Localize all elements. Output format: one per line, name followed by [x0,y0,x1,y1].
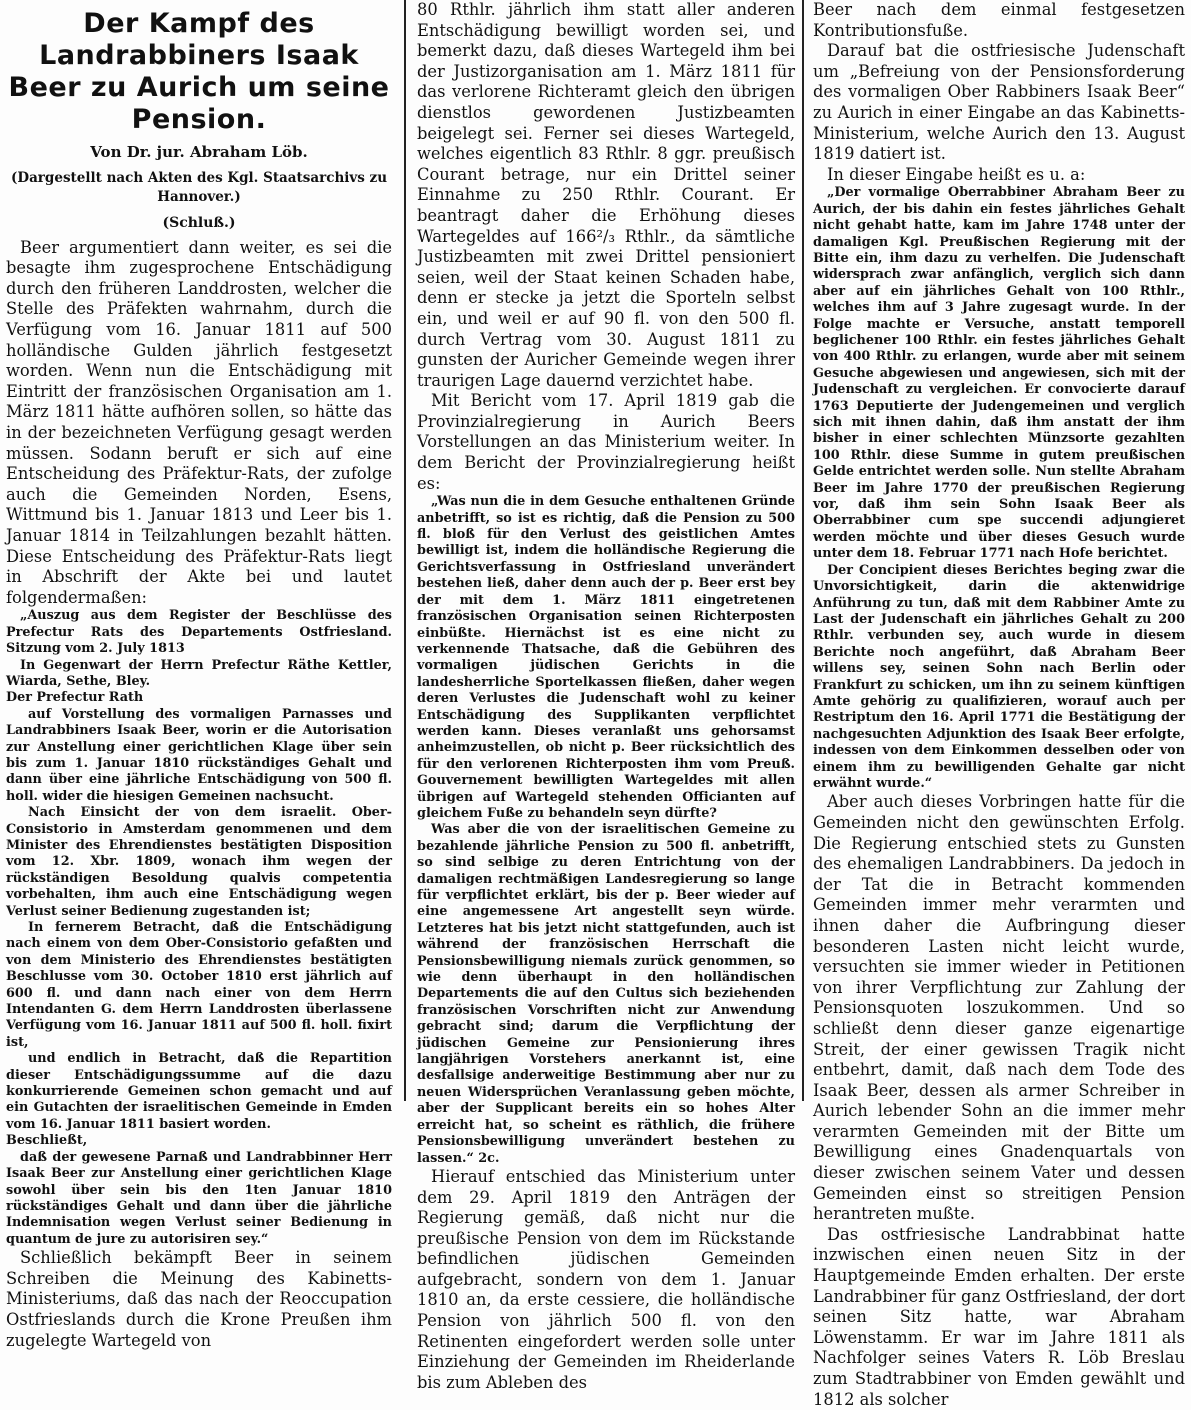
quote-paragraph: „Der vormalige Oberrabbiner Abraham Beer zu Aurich, der bis dahin ein festes jährliches Gehalt nicht gehabt hatte, kam im Jahre 1748 unter der damaligen Kgl. Preußischen Regierung mit der Bitte ein, ihm dazu zu verhelfen. Die Judenschaft widersprach zwar anfänglich, verglich sich dann aber auf ein jährliches Gehalt von 100 Rthlr., welches ihm auf 3 Jahre zugesagt wurde. In der Folge machte er Versuche, anstatt temporell beglichener 100 Rthlr. ein festes jährliches Gehalt von 400 Rthlr. zu erlangen, wurde aber mit seinem Gesuche abgewiesen und angewiesen, sich mit der Judenschaft zu vergleichen. Er convocierte darauf 1763 Deputierte der Judengemeinen und verglich sich mit ihnen dahin, daß ihm anstatt der ihm bisher in einer schlechten Münzsorte gezahlten 100 Rthlr. diese Summe in gutem preußischen Gelde entrichtet werden solle. Nun stellte Abraham Beer im Jahre 1770 der preußischen Regierung vor, daß ihm sein Sohn Isaak Beer als Oberrabbiner cum spe succendi adjungieret werden möchte und über dieses Gesuch wurde unter dem 18. Februar 1771 nach Hofe berichtet. [813,185,1185,562]
article-byline: Von Dr. jur. Abraham Löb. [90,143,308,161]
quote-paragraph: daß der gewesene Parnaß und Landrabbinner Herr Isaak Beer zur Anstellung einer gerichtlichen Klage sowohl über sein bis den 1ten Januar 1810 rückständiges Gehalt und dann über die jährliche Indemnisation wegen Verlust seiner Bedienung in quantum de jure zu autorisiren sey.“ [6,1149,392,1247]
paragraph: Hierauf entschied das Ministerium unter dem 29. April 1819 den Anträgen der Regierung gemäß, daß nicht nur die preußische Pension von dem im Rückstande befindlichen jüdischen Gemeinden aufgebracht, sondern von dem 1. Januar 1810 an, da erste cessiere, die holländische Pension von jährlich 500 fl. von den Retinenten eingefordert werden solle unter Einziehung der Gemeinden im Rheiderlande bis zum Ableben des [417,1166,795,1392]
article-title: Der Kampf des Landrabbiners Isaak Beer zu Aurich um seine Pension. [8,8,390,135]
quote-paragraph: Der Prefectur Rath [6,690,144,706]
paragraph: Mit Bericht vom 17. April 1819 gab die Provinzialregierung in Aurich Beers Vorstellungen an das Ministerium weiter. In dem Bericht der Provinzialregierung heißt es: [417,391,795,493]
quotation [417,494,795,1167]
quote-paragraph: auf Vorstellung des vormaligen Parnasses und Landrabbiners Isaak Beer, worin er die Autorisation zur Anstellung einer gerichtlichen Klage über sein bis zum 1. Januar 1810 rückständiges Gehalt und dann über eine jährliche Entschädigung von 500 fl. holl. wider die hiesigen Gemeinen nachsucht. [6,706,392,804]
quotation [813,185,1185,792]
column-2 [417,0,795,1392]
paragraph: In dieser Eingabe heißt es u. a: [827,164,1086,184]
quote-paragraph: In Gegenwart der Herrn Prefectur Räthe Kettler, Wiarda, Sethe, Bley. [6,657,392,689]
quote-paragraph: Der Concipient dieses Berichtes beging zwar die Unvorsichtigkeit, darin die aktenwidrige Anführung zu tun, daß mit dem Rabbiner Amte zu Last der Judenschaft ein jährliches Gehalt zu 200 Rthlr. verbunden sey, auch wurde in diesem Berichte noch angeführt, daß Abraham Beer willens sey, seinen Sohn nach Berlin oder Frankfurt zu schicken, um ihn zu seinem künftigen Amte gehörig zu qualifizieren, worauf auch per Restriptum den 16. April 1771 die Bestätigung der nachgesuchten Adjunktion des Isaak Beer erfolgte, indessen von dem Einkommen desselben oder von einem ihm zu bewilligenden Gehalte gar nicht erwähnt wurde.“ [813,562,1185,791]
quote-paragraph: „Was nun die in dem Gesuche enthaltenen Gründe anbetrifft, so ist es richtig, daß die Pension zu 500 fl. bloß für den Verlust des geistlichen Amtes bewilligt ist, indem die holländische Regierung die Gerichtsverfassung in Ostfriesland unverändert bestehen ließ, daher denn auch der p. Beer erst bey der mit dem 1. März 1811 eingetretenen französischen Organisation seinen Richterposten einbüßte. Hiernächst ist es eine nicht zu verkennende Thatsache, daß die Gebühren des vormaligen jüdischen Gerichts in die landesherrliche Sportelkassen fließen, daher wegen deren Verlustes die Judenschaft wohl zu keiner Entschädigung des Supplikanten verpflichtet werden kann. Dieses veranlaßt uns gehorsamst anheimzustellen, ob nicht p. Beer rücksichtlich des für den verlorenen Richterposten ihm vom Preuß. Gouvernement bewilligten Wartegeldes mit allen übrigen auf Wartegeld stehenden Officianten auf gleichem Fuße zu behandeln seyn dürfte? [417,494,795,821]
quote-paragraph: „Auszug aus dem Register der Beschlüsse des Prefectur Rats des Departements Ostfriesland. Sitzung vom 2. July 1813 [6,608,392,657]
column-divider [404,0,406,1101]
source-note: (Dargestellt nach Akten des Kgl. Staatsarchivs zu Hannover.) [10,170,388,205]
paragraph: Darauf bat die ostfriesische Judenschaft um „Befreiung von der Pensionsforderung des vormaligen Ober Rabbiners Isaak Beer“ zu Aurich in einer Eingabe an das Kabinetts-Ministerium, welche Aurich den 13. August 1819 datiert ist. [813,41,1185,164]
column-1 [6,0,392,1350]
quote-paragraph: Was aber die von der israelitischen Gemeine zu bezahlende jährliche Pension zu 500 fl. anbetrifft, so sind selbige zu deren Entrichtung von der damaligen rechtmäßigen Landesregierung so lange für verpflichtet erklärt, bis der p. Beer wieder auf eine angemessene Art angestellt seyn würde. Letzteres hat bis jetzt nicht stattgefunden, auch ist während der französischen Herrschaft die Pensionsbewilligung niemals zurück genommen, so wie denn überhaupt in den holländischen Departements die auf den Cultus sich beziehenden französischen Vorschriften nicht zur Anwendung gebracht sind; darum die Verpflichtung der jüdischen Gemeine zur Pensionierung ihres langjährigen Vorstehers anerkannt ist, eine desfallsige anderweitige Bestimmung aber nur zu neuen Widersprüchen Veranlassung geben möchte, aber der Supplicant bereits ein so hohes Alter erreicht hat, so scheint es räthlich, die frühere Pensionsbewilligung unverändert bestehen zu lassen.“ 2c. [417,822,795,1166]
column-3 [813,0,1185,1409]
quotation [6,608,392,1248]
quote-paragraph: Beschließt, [6,1133,88,1149]
continuation-note: (Schluß.) [162,215,236,231]
paragraph: 80 Rthlr. jährlich ihm statt aller anderen Entschädigung bewilligt worden sei, und bemerkt dazu, daß dieses Wartegeld ihm bei der Justizorganisation am 1. März 1811 für das verlorene Richteramt gleich den übrigen dienstlos gewordenen Justizbeamten beigelegt sei. Ferner sei dieses Wartegeld, welches eigentlich 83 Rthlr. 8 ggr. preußisch Courant betrage, nur ein Drittel seiner Einnahme zu 250 Rthlr. Courant. Er beantragt daher die Erhöhung dieses Wartegeldes auf 166²/₃ Rthlr., da sämtliche Justizbeamten mit zwei Drittel pensioniert seien, weil der Staat keinen Schaden habe, denn er stecke ja jetzt die Sporteln selbst ein, und weil er auf 90 fl. von den 500 fl. durch Vertrag vom 30. August 1811 zu gunsten der Auricher Gemeinde wegen ihrer traurigen Lage dauernd verzichtet habe. [417,0,795,390]
paragraph: Aber auch dieses Vorbringen hatte für die Gemeinden nicht den gewünschten Erfolg. Die Regierung entschied stets zu Gunsten des ehemaligen Landrabbiners. Da jedoch in der Tat die in Betracht kommenden Gemeinden immer mehr verarmten und ihnen daher die Aufbringung dieser besonderen Lasten nicht leicht wurde, versuchten sie immer wieder in Petitionen von ihrer Verpflichtung zur Zahlung der Pensionsquoten loszukommen. Und so schließt denn dieser ganze eigenartige Streit, der einer gewissen Tragik nicht entbehrt, damit, daß nach dem Tode des Isaak Beer, dessen als armer Schreiber in Aurich lebender Sohn an die immer mehr verarmten Gemeinden mit der Bitte um Bewilligung eines Gnadenquartals von dieser zwischen seinem Vater und dessen Gemeinden einst so streitigen Pension herantreten mußte. [813,792,1185,1224]
paragraph: Beer argumentiert dann weiter, es sei die besagte ihm zugesprochene Entschädigung durch den früheren Landdrosten, welcher die Stelle des Präfekten wahrnahm, durch die Verfügung vom 16. Januar 1811 auf 500 holländische Gulden jährlich festgesetzt worden. Wenn nun die Entschädigung mit Eintritt der französischen Organisation am 1. März 1811 hätte aufhören sollen, so hätte das in der bezeichneten Verfügung gesagt werden müssen. Sodann beruft er sich auf eine Entscheidung des Präfektur-Rats, der zufolge auch die Gemeinden Norden, Esens, Wittmund bis 1. Januar 1813 und Leer bis 1. Januar 1814 in Teilzahlungen bezahlt hätten. Diese Entscheidung des Präfektur-Rats liegt in Abschrift der Akte bei und lautet folgendermaßen: [6,237,392,607]
paragraph: Beer nach dem einmal festgesetzen Kontributionsfuße. [813,0,1185,40]
column-divider [802,0,804,1101]
quote-paragraph: und endlich in Betracht, daß die Repartition dieser Entschädigungssumme auf die dazu konkurrierende Gemeinen schon gemacht und auf ein Gutachten der israelitischen Gemeinde in Emden vom 16. Januar 1811 basiert worden. [6,1051,392,1132]
paragraph: Schließlich bekämpft Beer in seinem Schreiben die Meinung des Kabinetts-Ministeriums, daß das nach der Reoccupation Ostfrieslands durch die Krone Preußen ihm zugelegte Wartegeld von [6,1248,392,1350]
quote-paragraph: In fernerem Betracht, daß die Entschädigung nach einem von dem Ober-Consistorio gefaßten und von dem Ministerio des Ehrendienstes bestätigten Beschlusse vom 30. October 1810 erst jährlich auf 600 fl. und dann nach einer von dem Herrn Intendanten G. dem Herrn Landdrosten überlassene Verfügung vom 16. Januar 1811 auf 500 fl. holl. fixirt ist, [6,920,392,1050]
paragraph: Das ostfriesische Landrabbinat hatte inzwischen einen neuen Sitz in der Hauptgemeinde Emden erhalten. Der erste Landrabbiner für ganz Ostfriesland, der dort seinen Sitz hatte, war Abraham Löwenstamm. Er war im Jahre 1811 als Nachfolger seines Vaters R. Löb Breslau zum Stadtrabbiner von Emden gewählt und 1812 als solcher [813,1224,1185,1409]
quote-paragraph: Nach Einsicht der von dem israelit. Ober-Consistorio in Amsterdam genommenen und dem Minister des Ehrendienstes bestätigten Disposition vom 12. Xbr. 1809, wonach ihm wegen der rückständigen Besoldung qualvis competentia vorbehalten, ihm auch eine Entschädigung wegen Verlust seiner Bedienung zugestanden ist; [6,805,392,919]
